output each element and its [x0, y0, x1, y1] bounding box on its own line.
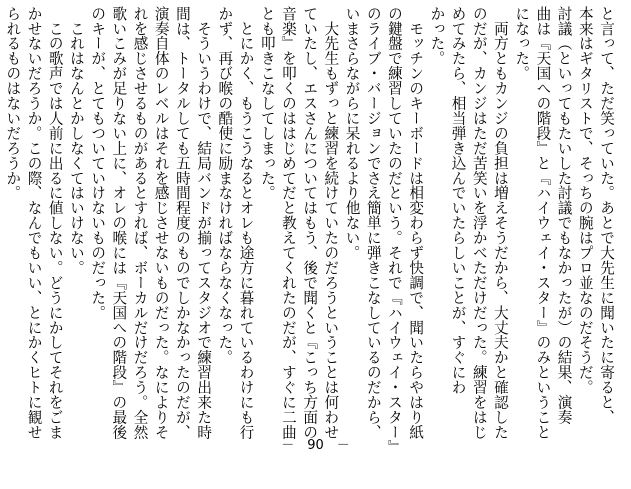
- text-column: ていたし、エスさんについてはもう、後で聞くと『こっち方面の: [301, 6, 319, 440]
- text-column: のキーが、とてもついていけないものだった。: [89, 6, 107, 320]
- text-column: この歌声では人前に出るに値しない。どうにかしてそれをごま: [46, 6, 64, 440]
- text-column: になった。: [513, 6, 531, 81]
- text-column: の鍵盤で練習していたのだという。それで『ハイウェイ・スター』: [385, 6, 403, 455]
- text-column: そういうわけで、結局バンドが揃ってスタジオで練習出来た時: [195, 6, 213, 440]
- text-column: られるものはないだろうか。: [4, 6, 22, 201]
- text-column: 大先生もずっと練習を続けていたのだろうということは何わせ: [322, 6, 340, 440]
- text-column: かせないだろうか。この際、なんでもいい、とにかくヒトに観せ: [25, 6, 43, 440]
- text-column: これはなんとかしなくてはいけない。: [67, 6, 85, 276]
- text-column: いまさらながらに呆れるより他ない。: [343, 6, 361, 261]
- text-column: のライブ・バージョンでさえ簡単に弾きこなしているのだから、: [364, 6, 382, 440]
- page-number: － 90 －: [281, 438, 350, 453]
- text-column: 間は、トータルしても五時間程度のものでしかなかったのだが、: [173, 6, 191, 440]
- text-column: れを感じさせるものがあるとすれば、ボーカルだけだろう。全然: [131, 6, 149, 440]
- text-column: [0, 6, 2, 416]
- text-column: とにかく、もうこうなるとオレも途方に暮れているわけにも行: [237, 6, 255, 440]
- text-column: モッチンのキーボードは相変わらず快調で、聞いたらやはり紙: [407, 6, 425, 440]
- text-column: と言って、ただ笑っていた。あとで大先生に聞いたに寄ると、: [598, 6, 615, 425]
- text-column: 演奏自体のレベルはそれを感じさせないものだった。なによりそ: [152, 6, 170, 440]
- text-column: かず、再び喉の酷使に励まなければならなくなった。: [216, 6, 234, 365]
- text-column: 本来はギタリストで、そっちの腕はプロ並なのだそうだ。: [576, 6, 594, 395]
- text-column: 両方ともカンジの負担は増えそうだから、大丈夫かと確認した: [491, 6, 509, 440]
- text-column: 歌いこみが足りない上に、オレの喉には『天国への階段』の最後: [110, 6, 128, 440]
- text-column: とも叩きこなしてしまった。: [258, 6, 276, 201]
- text-column: かった。: [428, 6, 446, 66]
- text-column: 音楽』を叩くのははじめてだと教えてくれたのだが、すぐに二曲: [279, 6, 297, 440]
- text-column: 討議（といってもたいした討議でもなかったが）の結果、演奏: [555, 6, 573, 425]
- text-column: 曲は『天国への階段』と『ハイウェイ・スター』のみということ: [534, 6, 552, 440]
- text-column: めてみたら、相当弾き込んでいたらしいことが、すぐにわ: [449, 6, 467, 395]
- text-column: のだが、カンジはただ苦笑いを浮かべただけだった。練習をはじ: [470, 6, 488, 440]
